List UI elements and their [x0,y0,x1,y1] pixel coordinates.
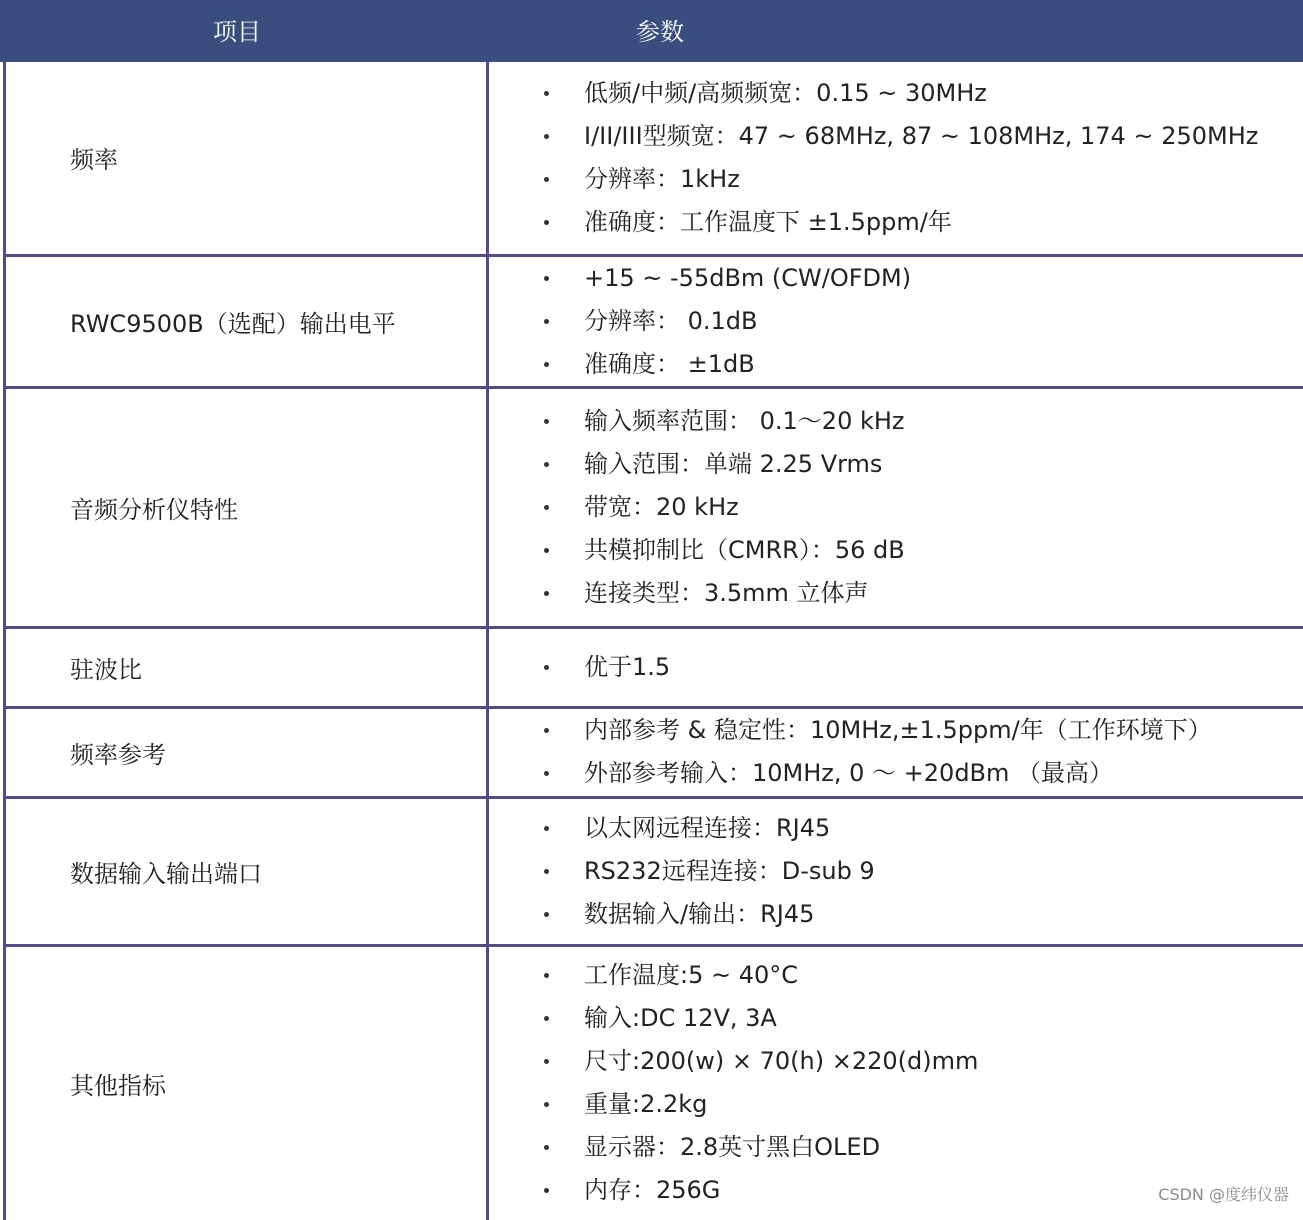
param-list [489,646,1303,689]
list-item [489,709,1303,752]
row-label: RWC9500B（选配）输出电平 [5,255,488,387]
list-item [489,997,1303,1040]
param-text: 分辨率： 0.1dB [584,307,758,335]
list-item [489,343,1303,386]
row-params [488,797,1303,945]
row-label: 频率 [5,62,488,255]
bullet-icon [544,548,549,553]
bullet-icon [544,91,549,96]
param-text: 准确度： ±1dB [584,350,755,378]
list-item [489,752,1303,795]
list-item [489,646,1303,689]
list-item [489,300,1303,343]
row-label: 其他指标 [5,945,488,1220]
list-item [489,1040,1303,1083]
row-params [488,255,1303,387]
param-text: 连接类型：3.5mm 立体声 [584,579,869,607]
param-text: 准确度：工作温度下 ±1.5ppm/年 [584,208,952,236]
row-params [488,627,1303,707]
row-label: 音频分析仪特性 [5,387,488,627]
param-text: 分辨率：1kHz [584,165,740,193]
param-list [489,72,1303,244]
row-params [488,62,1303,255]
param-text: +15 ~ -55dBm (CW/OFDM) [584,264,911,292]
bullet-icon [544,134,549,139]
param-text: 输入:DC 12V, 3A [584,1004,777,1032]
list-item [489,807,1303,850]
spec-table [3,62,1303,1220]
list-item [489,115,1303,158]
param-list [489,257,1303,386]
bullet-icon [544,728,549,733]
list-item [489,400,1303,443]
param-text: 输入范围：单端 2.25 Vrms [584,450,882,478]
list-item [489,529,1303,572]
list-item [489,257,1303,300]
list-item [489,201,1303,244]
param-text: 优于1.5 [584,653,670,681]
bullet-icon [544,771,549,776]
bullet-icon [544,419,549,424]
param-text: 以太网远程连接：RJ45 [584,814,830,842]
row-label: 频率参考 [5,707,488,797]
row-label: 数据输入输出端口 [5,797,488,945]
bullet-icon [544,1102,549,1107]
bullet-icon [544,362,549,367]
table-row [5,255,1303,387]
bullet-icon [544,869,549,874]
param-list [489,954,1303,1212]
header-item-column: 项目 [0,0,474,62]
bullet-icon [544,319,549,324]
spec-table-body [5,62,1303,1220]
table-row [5,945,1303,1220]
bullet-icon [544,276,549,281]
bullet-icon [544,826,549,831]
list-item [489,72,1303,115]
param-text: 数据输入/输出：RJ45 [584,900,814,928]
list-item [489,893,1303,936]
row-params [488,387,1303,627]
param-text: 内存：256G [584,1176,720,1204]
param-text: 共模抑制比（CMRR）：56 dB [584,536,905,564]
list-item [489,1126,1303,1169]
param-text: 显示器：2.8英寸黑白OLED [584,1133,880,1161]
bullet-icon [544,1188,549,1193]
list-item [489,158,1303,201]
list-item [489,443,1303,486]
param-text: I/II/III型频宽：47 ~ 68MHz, 87 ~ 108MHz, 174 ~ 250MHz [584,122,1258,150]
bullet-icon [544,177,549,182]
bullet-icon [544,505,549,510]
bullet-icon [544,1145,549,1150]
list-item [489,1083,1303,1126]
param-text: 工作温度:5 ~ 40°C [584,961,798,989]
table-row [5,707,1303,797]
param-list [489,709,1303,795]
param-text: 重量:2.2kg [584,1090,707,1118]
param-list [489,400,1303,615]
row-label: 驻波比 [5,627,488,707]
param-text: 尺寸:200(w) × 70(h) ×220(d)mm [584,1047,978,1075]
param-list [489,807,1303,936]
list-item [489,954,1303,997]
bullet-icon [544,973,549,978]
bullet-icon [544,1016,549,1021]
row-params [488,707,1303,797]
list-item [489,486,1303,529]
bullet-icon [544,462,549,467]
bullet-icon [544,220,549,225]
watermark: CSDN @度纬仪器 [1158,1182,1289,1205]
bullet-icon [544,591,549,596]
list-item [489,850,1303,893]
table-row [5,627,1303,707]
table-row [5,797,1303,945]
param-text: 带宽：20 kHz [584,493,739,521]
param-text: 外部参考输入：10MHz, 0 ～ +20dBm （最高） [584,759,1113,787]
table-row [5,62,1303,255]
row-params [488,945,1303,1220]
table-header [0,0,1303,62]
bullet-icon [544,912,549,917]
bullet-icon [544,1059,549,1064]
table-row [5,387,1303,627]
bullet-icon [544,665,549,670]
param-text: 内部参考 & 稳定性：10MHz,±1.5ppm/年（工作环境下） [584,716,1212,744]
param-text: 低频/中频/高频频宽：0.15 ~ 30MHz [584,79,987,107]
list-item [489,572,1303,615]
param-text: 输入频率范围： 0.1～20 kHz [584,407,905,435]
header-params-column: 参数 [474,0,846,62]
param-text: RS232远程连接：D-sub 9 [584,857,875,885]
